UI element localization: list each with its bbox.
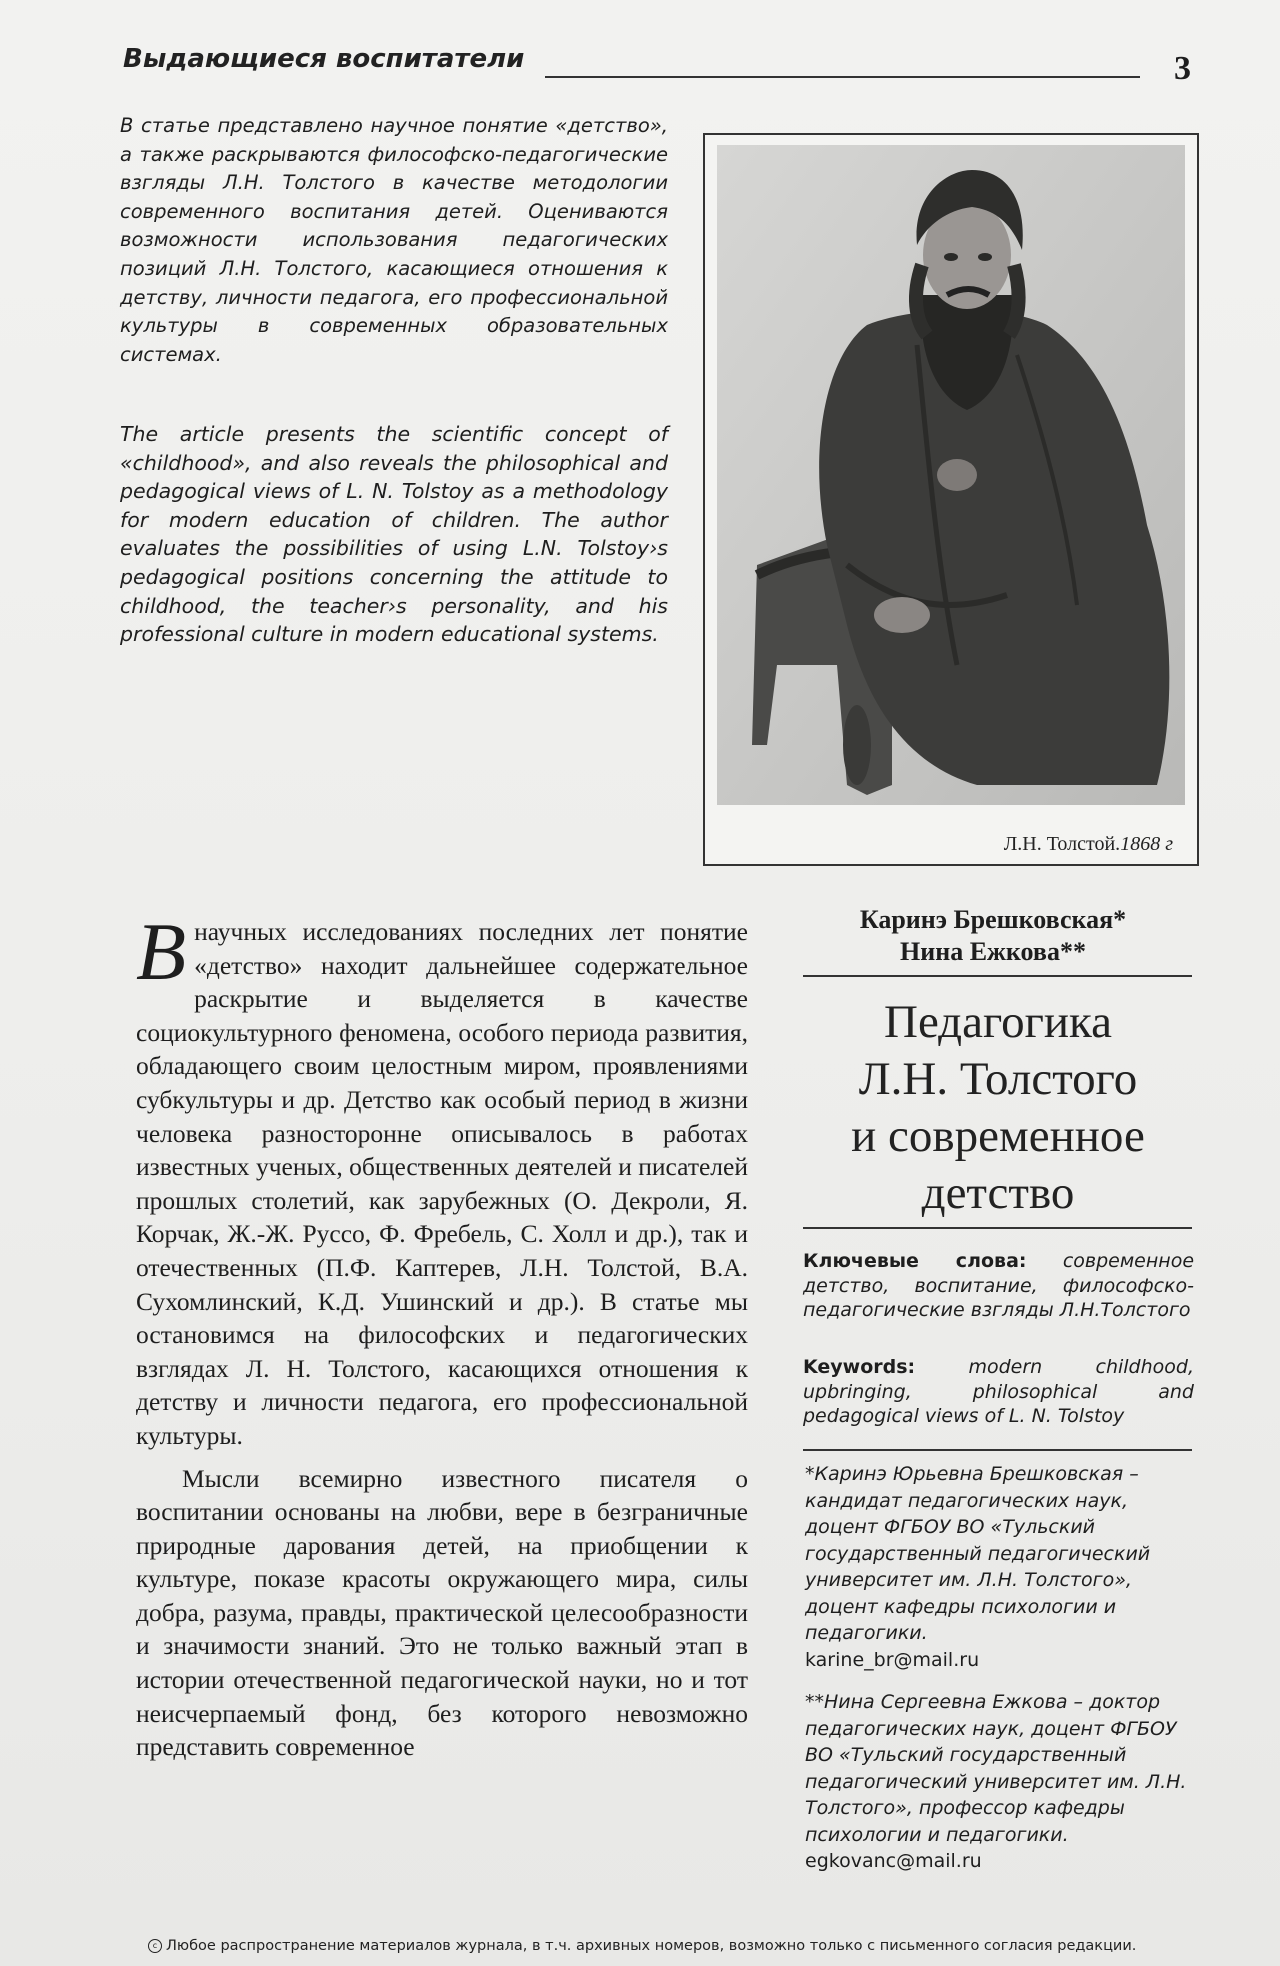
body-paragraph: Мысли всемирно известного писателя о воспитании основаны на любви, вере в безграничные природные дарования детей, на приобщении к культуре, показе красоты окружающего мира, силы добра, разума, правды, практической целесообразности и значимости знаний. Это не только важный этап в истории отечественной педагогической науки, но и тот неисчерпаемый фонд, без которого невозможно представить современное — [136, 1463, 748, 1762]
title-line: Педагогика — [884, 996, 1112, 1048]
article-body — [136, 906, 748, 1764]
author-note — [805, 1461, 1197, 1673]
author-note-text: *Каринэ Юрьевна Брешковская – кандидат педагогических наук, доцент ФГБОУ ВО «Тульский государственный педагогический университет им. Л.Н. Толстого», доцент кафедры психологии и педагогики. — [805, 1463, 1151, 1644]
keywords-label: Ключевые слова: — [803, 1250, 1027, 1272]
keywords-text: современное детство, воспитание, философско-педагогические взгляды Л.Н.Толстого — [803, 1250, 1195, 1321]
drop-cap: В — [136, 906, 187, 997]
author-email: karine_br@mail.ru — [805, 1648, 980, 1671]
caption-year: 1868 г — [1120, 833, 1173, 855]
caption-name: Л.Н. Толстой. — [1003, 833, 1121, 855]
author-name: Каринэ Брешковская* — [859, 905, 1127, 934]
body-paragraph — [136, 906, 748, 1453]
keywords-russian — [803, 1249, 1194, 1323]
copyright-icon: c — [148, 1939, 162, 1953]
section-rubric: Выдающиеся воспитатели — [123, 44, 525, 74]
author-note-text: **Нина Сергеевна Ежкова – доктор педагогических наук, доцент ФГБОУ ВО «Тульский государственный педагогический университет им. Л.Н. Толстого», профессор кафедры психологии и педагогики. — [805, 1691, 1187, 1846]
title-line: детство — [921, 1167, 1075, 1219]
author-email: egkovanc@mail.ru — [805, 1850, 982, 1872]
keywords-english — [803, 1355, 1194, 1429]
page-number: 3 — [1174, 50, 1191, 87]
keywords-rule — [803, 1449, 1192, 1451]
portrait-figure — [703, 133, 1199, 866]
article-title — [798, 994, 1198, 1222]
author-name: Нина Ежкова** — [900, 937, 1086, 966]
body-paragraph-text: научных исследованиях последних лет понятие «детство» находит дальнейшее содержательное раскрытие и выделяется в качестве социокультурного феномена, особого периода развития, обладающего своим целостным миром, проявлениями субкультуры и др. Детство как особый период в жизни человека разносторонне описывалось в работах известных ученых, общественных деятелей и писателей прошлых столетий, как зарубежных (О. Декроли, Я. Корчак, Ж.-Ж. Руссо, Ф. Фребель, С. Холл и др.), так и отечественных (П.Ф. Каптерев, Л.Н. Толстой, В.А. Сухомлинский, К.Д. Ушинский и др.). В статье мы остановимся на философских и педагогических взглядах Л. Н. Толстого, касающихся отношения к детству и личности педагога, его профессиональной культуры. — [136, 917, 748, 1450]
title-rule — [803, 1227, 1192, 1229]
keywords-label: Keywords: — [803, 1356, 916, 1378]
authors-rule — [803, 975, 1192, 977]
article-authors — [803, 904, 1183, 968]
title-line: Л.Н. Толстого — [858, 1053, 1138, 1105]
tolstoy-portrait-photo — [717, 145, 1185, 805]
abstract-english: The article presents the scientific concept of «childhood», and also reveals the philosophical and pedagogical views of L. N. Tolstoy as a methodology for modern education of children. The author evaluates the possibilities of using L.N. Tolstoy›s pedagogical positions concerning the attitude to childhood, the teacher›s personality, and his professional culture in modern educational systems. — [120, 422, 668, 647]
copyright-footer — [148, 1938, 1248, 1954]
author-note — [805, 1689, 1197, 1875]
header-rule — [545, 76, 1140, 78]
portrait-caption — [705, 833, 1173, 856]
abstract-russian: В статье представлено научное понятие «детство», а также раскрываются философско-педагогические взгляды Л.Н. Толстого в качестве методологии современного воспитания детей. Оцениваются возможности использования педагогических позиций Л.Н. Толстого, касающиеся отношения к детству, личности педагога, его профессиональной культуры в современных образовательных системах. — [120, 114, 668, 366]
title-line: и современное — [851, 1110, 1145, 1162]
copyright-text: Любое распространение материалов журнала, в т.ч. архивных номеров, возможно только с письменного согласия редакции. — [166, 1938, 1137, 1954]
keywords-text: modern childhood, upbringing, philosophical and pedagogical views of L. N. Tolstoy — [803, 1356, 1194, 1427]
